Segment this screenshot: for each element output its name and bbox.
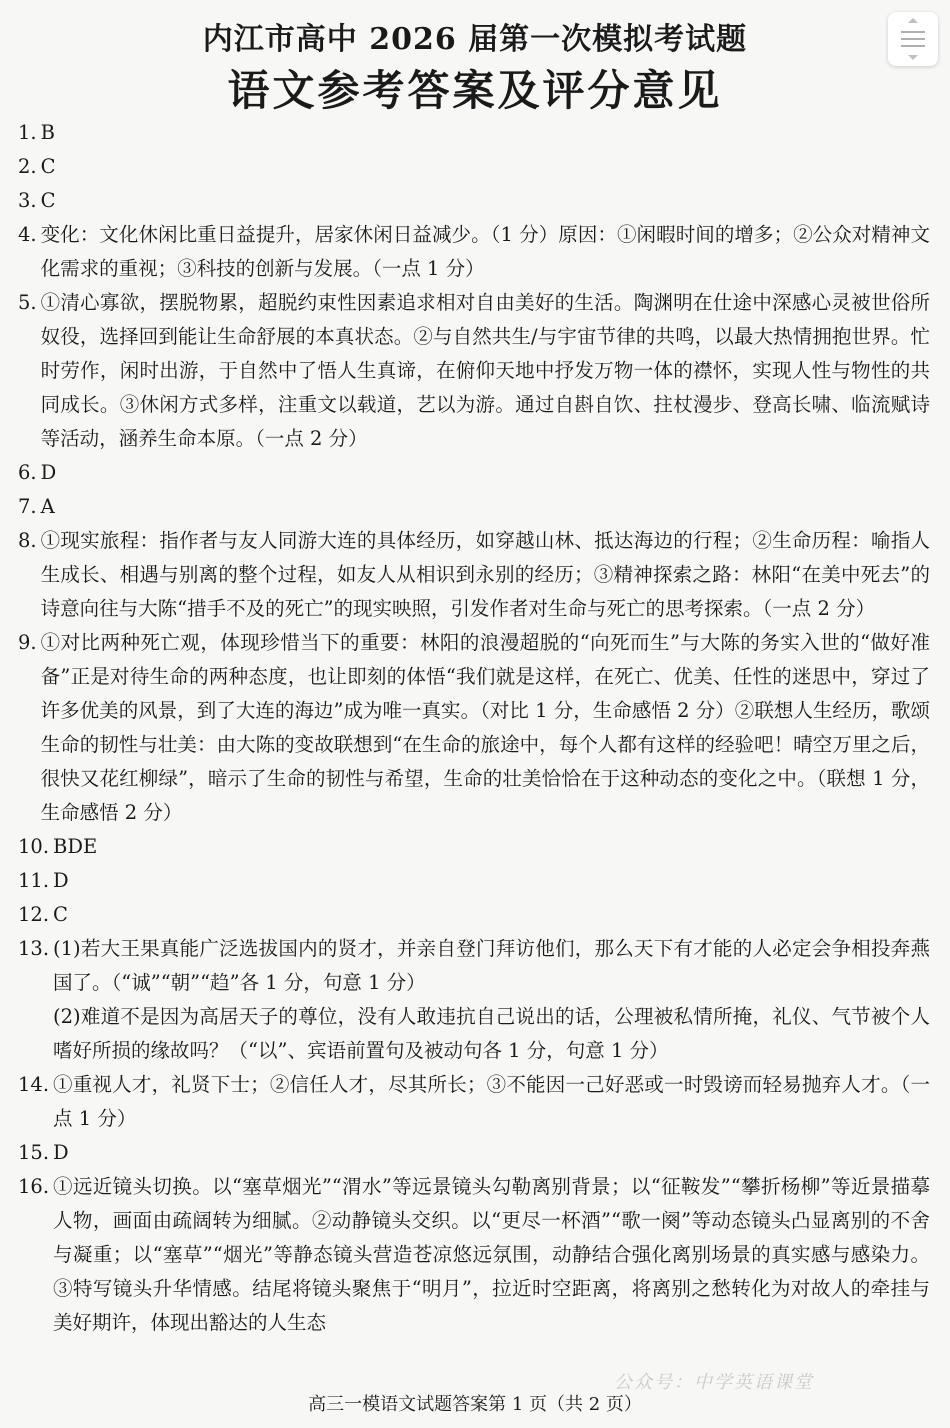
answer-item: 11. D — [18, 869, 69, 892]
answer-item: 4. 变化：文化休闲比重日益提升，居家休闲日益减少。（1 分）原因：①闲暇时间的增多；②公众对精神文化需求的重视；③科技的创新与发展。（一点 1 分） — [18, 223, 930, 280]
arrow-down-icon — [908, 55, 918, 60]
menu-button[interactable] — [888, 12, 938, 66]
answer-item: 6. D — [18, 461, 57, 484]
answer-item: 16. ①远近镜头切换。以“塞草烟光”“渭水”等远景镜头勾勒离别背景；以“征鞍发”“攀折杨柳”等近景描摹人物，画面由疏阔转为细腻。②动静镜头交织。以“更尽一杯酒”“歌一阕”等动态镜头凸显离别的不舍与凝重；以“塞草”“烟光”等静态镜头营造苍凉悠远氛围，动静结合强化离别场景的真实感与感染力。③特写镜头升华情感。结尾将镜头聚焦于“明月”，拉近时空距离，将离别之愁转化为对故人的牵挂与美好期许，体现出豁达的人生态 — [18, 1175, 930, 1334]
answer-item: 10. BDE — [18, 835, 98, 858]
answer-item: 7. A — [18, 495, 55, 518]
answer-item: 13. (1)若大王果真能广泛选拔国内的贤才，并亲自登门拜访他们，那么天下有才能的人必定会争相投奔燕国了。（“诚”“朝”“趋”各 1 分，句意 1 分） (2)难道不是因为高居天子的尊位，没有人敢违抗自己说出的话，公理被私情所掩，礼仪、气节被个人嗜好所损的缘故吗？（“以”、宾语前置句及被动句各 1 分，句意 1 分） — [18, 937, 930, 1062]
answer-item: 12. C — [18, 903, 68, 926]
answer-item: 3. C — [18, 189, 56, 212]
exam-title: 内江市高中 2026 届第一次模拟考试题 — [202, 22, 748, 57]
watermark: 公众号：中学英语课堂 — [614, 1372, 814, 1393]
answer-item: 8. ①现实旅程：指作者与友人同游大连的具体经历，如穿越山林、抵达海边的行程；②生命历程：喻指人生成长、相遇与别离的整个过程，如友人从相识到永别的经历；③精神探索之路：林阳“在美中死去”的诗意向往与大陈“措手不及的死亡”的现实映照，引发作者对生命与死亡的思考探索。（一点 2 分） — [18, 529, 930, 620]
answer-item: 2. C — [18, 155, 56, 178]
answer-item: 14. ①重视人才，礼贤下士；②信任人才，尽其所长；③不能因一己好恶或一时毁谤而轻易抛弃人才。（一点 1 分） — [18, 1073, 930, 1130]
answer-item: 9. ①对比两种死亡观，体现珍惜当下的重要：林阳的浪漫超脱的“向死而生”与大陈的务实入世的“做好准备”正是对待生命的两种态度，也让即刻的体悟“我们就是这样，在死亡、优美、任性的迷思中，穿过了许多优美的风景，到了大连的海边”成为唯一真实。（对比 1 分，生命感悟 2 分）②联想人生经历，歌颂生命的韧性与壮美：由大陈的变故联想到“在生命的旅途中，每个人都有这样的经验吧！晴空万里之后，很快又花红柳绿”，暗示了生命的韧性与希望，生命的壮美恰恰在于这种动态的变化之中。（联想 1 分，生命感悟 2 分） — [18, 631, 930, 824]
answer-item: 5. ①清心寡欲，摆脱物累，超脱约束性因素追求相对自由美好的生活。陶渊明在仕途中深感心灵被世俗所奴役，选择回到能让生命舒展的本真状态。②与自然共生/与宇宙节律的共鸣，以最大热情拥抱世界。忙时劳作，闲时出游，于自然中了悟人生真谛，在俯仰天地中抒发万物一体的襟怀，实现人性与物性的共同成长。③休闲方式多样，注重文以载道，艺以为游。通过自斟自饮、拄杖漫步、登高长啸、临流赋诗等活动，涵养生命本原。（一点 2 分） — [18, 291, 930, 450]
answers-list — [18, 116, 930, 1340]
page-footer: 高三一模语文试题答案第 1 页（共 2 页） — [308, 1394, 642, 1415]
arrow-up-icon — [908, 18, 918, 23]
answer-item: 15. D — [18, 1141, 69, 1164]
menu-icon — [901, 31, 925, 33]
answer-item: 1. B — [18, 121, 55, 144]
document-title: 语文参考答案及评分意见 — [227, 66, 723, 115]
